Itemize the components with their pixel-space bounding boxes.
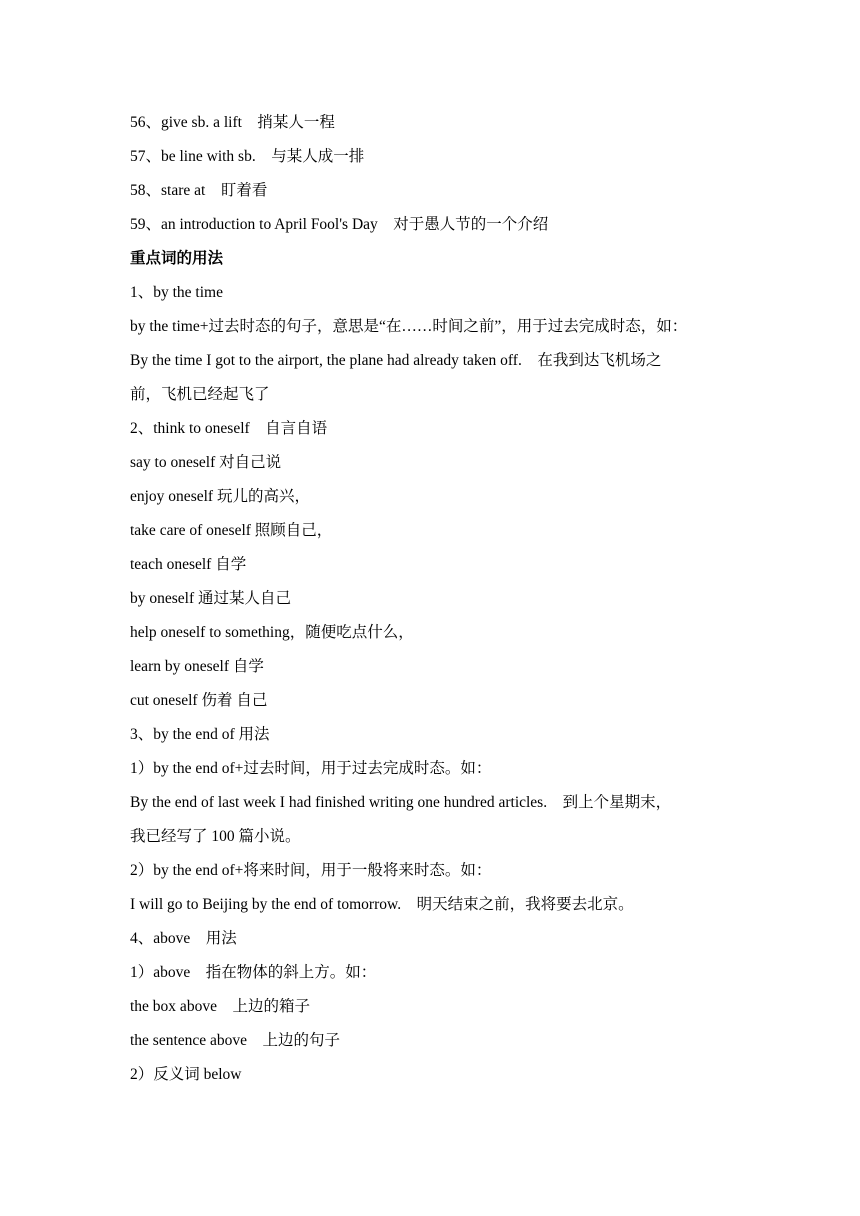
usage-2-item: learn by oneself 自学	[130, 658, 264, 675]
phrase-item-58: 58、stare at 盯着看	[130, 182, 268, 199]
usage-1-title: 1、by the time	[130, 284, 223, 301]
usage-2-item: take care of oneself 照顾自己，	[130, 522, 333, 539]
document-body	[130, 106, 740, 1092]
usage-1-example: By the time I got to the airport, the plane had already taken off. 在我到达飞机场之	[130, 352, 662, 369]
usage-3-rule-2: 2）by the end of+将来时间，用于一般将来时态。如：	[130, 862, 492, 879]
usage-3-example-1-cont: 我已经写了 100 篇小说。	[130, 828, 301, 845]
phrase-item-59: 59、an introduction to April Fool's Day 对于愚人节的一个介绍	[130, 216, 549, 233]
usage-2-item: cut oneself 伤着 自己	[130, 692, 268, 709]
section-heading: 重点词的用法	[130, 250, 224, 267]
usage-3-rule-1: 1）by the end of+过去时间，用于过去完成时态。如：	[130, 760, 492, 777]
usage-2-title: 2、think to oneself 自言自语	[130, 420, 328, 437]
usage-4-title: 4、above 用法	[130, 930, 237, 947]
phrase-item-56: 56、give sb. a lift 捎某人一程	[130, 114, 335, 131]
usage-3-title: 3、by the end of 用法	[130, 726, 270, 743]
phrase-item-57: 57、be line with sb. 与某人成一排	[130, 148, 365, 165]
usage-2-item: enjoy oneself 玩儿的高兴，	[130, 488, 310, 505]
usage-4-rule-2: 2）反义词 below	[130, 1066, 242, 1083]
usage-2-item: say to oneself 对自己说	[130, 454, 282, 471]
usage-2-item: help oneself to something，随便吃点什么，	[130, 624, 414, 641]
usage-4-example: the sentence above 上边的句子	[130, 1032, 341, 1049]
usage-4-example: the box above 上边的箱子	[130, 998, 310, 1015]
usage-3-example-1: By the end of last week I had finished writing one hundred articles. 到上个星期末，	[130, 794, 672, 811]
usage-1-explanation: by the time+过去时态的句子，意思是“在……时间之前”，用于过去完成时态，如：	[130, 318, 688, 335]
usage-2-item: by oneself 通过某人自己	[130, 590, 292, 607]
usage-3-example-2: I will go to Beijing by the end of tomorrow. 明天结束之前，我将要去北京。	[130, 896, 634, 913]
usage-4-rule-1: 1）above 指在物体的斜上方。如：	[130, 964, 377, 981]
usage-1-example-cont: 前，飞机已经起飞了	[130, 386, 270, 403]
usage-2-item: teach oneself 自学	[130, 556, 247, 573]
